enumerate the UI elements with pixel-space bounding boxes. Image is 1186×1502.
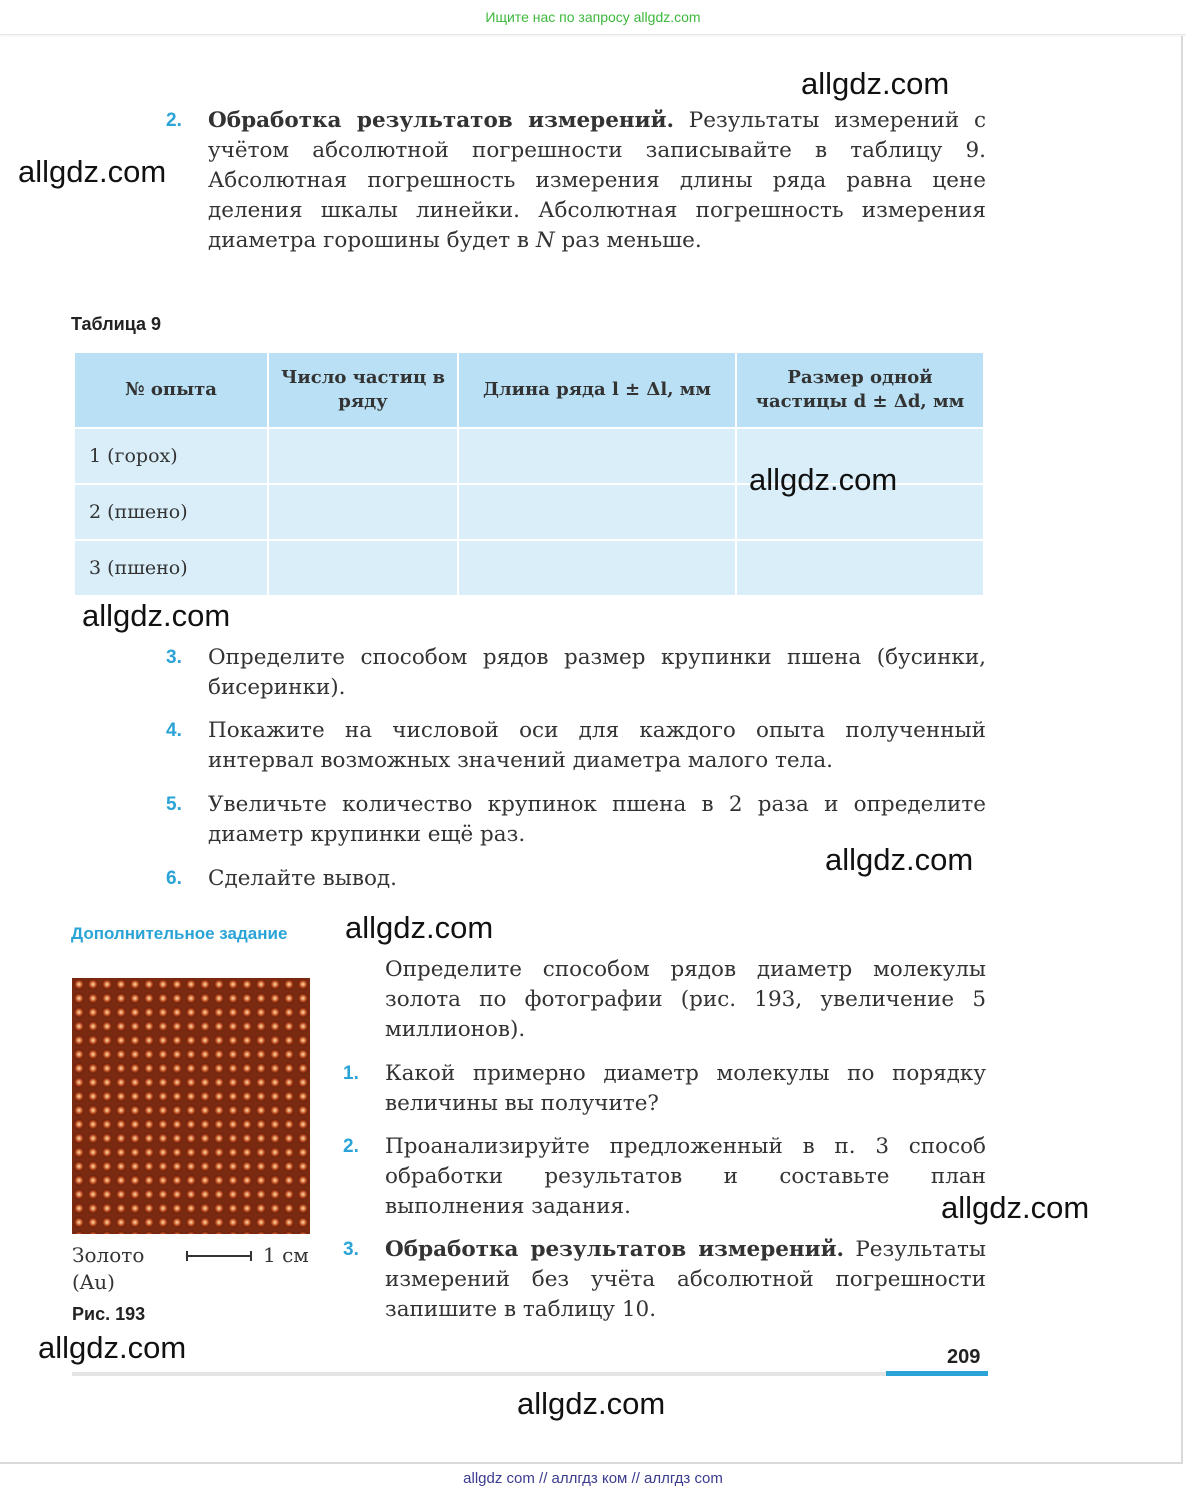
footer-accent-bar xyxy=(886,1371,988,1376)
watermark: allgdz.com xyxy=(517,1386,666,1421)
table-caption: Таблица 9 xyxy=(71,314,162,334)
table-cell-empty xyxy=(459,429,735,483)
table-header-cell: Длина ряда l ± Δl, мм xyxy=(459,353,735,427)
scale-bar xyxy=(186,1255,252,1257)
item-number: 2. xyxy=(166,110,182,131)
watermark: allgdz.com xyxy=(801,66,950,101)
top-banner[interactable]: Ищите нас по запросу allgdz.com xyxy=(0,0,1186,35)
item-number: 2. xyxy=(343,1136,359,1157)
watermark: allgdz.com xyxy=(941,1190,1090,1225)
watermark: allgdz.com xyxy=(18,154,167,189)
table-cell-empty xyxy=(269,485,457,539)
item-text: Определите способом рядов размер крупинки пшена (бусинки, бисеринки). xyxy=(208,645,986,700)
table-cell: 2 (пшено) xyxy=(75,485,267,539)
table-cell: 3 (пшено) xyxy=(75,541,267,595)
figure-label: Рис. 193 xyxy=(72,1304,146,1324)
item-text: Покажите на числовой оси для каждого опыта полученный интервал возможных значений диаметра малого тела. xyxy=(208,718,986,773)
item-text: Проанализируйте предложенный в п. 3 способ обработки результатов и составьте план выполнения задания. xyxy=(385,1134,986,1219)
item-tail: раз меньше. xyxy=(554,228,702,253)
table-cell-empty xyxy=(737,541,983,595)
watermark: allgdz.com xyxy=(825,842,974,877)
watermark: allgdz.com xyxy=(345,910,494,945)
item-number: 5. xyxy=(166,794,182,815)
figure-caption-line2: (Au) xyxy=(72,1270,115,1294)
table-cell-empty xyxy=(269,429,457,483)
additional-task-label: Дополнительное задание xyxy=(71,924,288,943)
gold-molecules-photo xyxy=(72,978,310,1234)
item-number: 3. xyxy=(343,1239,359,1260)
table-cell-empty xyxy=(459,485,735,539)
item-text: Определите способом рядов диаметр молекулы золота по фотографии (рис. 193, увеличение 5 миллионов). xyxy=(385,957,986,1042)
scale-label: 1 см xyxy=(263,1243,309,1267)
table-header-cell: Размер одной частицы d ± Δd, мм xyxy=(737,353,983,427)
item-text xyxy=(208,106,986,256)
item-text: Какой примерно диаметр молекулы по порядку величины вы получите? xyxy=(385,1061,986,1116)
watermark: allgdz.com xyxy=(82,598,231,633)
item-body: Результаты измерений с учётом абсолютной погрешности записывайте в таблицу 9. Абсолютная погрешность измерения длины ряда равна цене деления шкалы линейки. Абсолютная погрешность измерения диаметра горошины будет в xyxy=(208,108,986,253)
item-body: Результаты измерений без учёта абсолютной погрешности запишите в таблицу 10. xyxy=(385,1237,986,1322)
table-cell-empty xyxy=(269,541,457,595)
page-number: 209 xyxy=(947,1346,981,1368)
item-text: Увеличьте количество крупинок пшена в 2 раза и определите диаметр крупинки ещё раз. xyxy=(208,792,986,847)
table-cell: 1 (горох) xyxy=(75,429,267,483)
item-number: 6. xyxy=(166,868,182,889)
table-header-cell: Число частиц в ряду xyxy=(269,353,457,427)
item-number: 4. xyxy=(166,720,182,741)
watermark: allgdz.com xyxy=(749,462,898,497)
bottom-links[interactable]: allgdz com // аллгдз ком // аллгдз com xyxy=(463,1470,723,1487)
item-text xyxy=(385,1235,986,1325)
footer-rule xyxy=(72,1372,988,1376)
table-header-cell: № опыта xyxy=(75,353,267,427)
watermark: allgdz.com xyxy=(38,1330,187,1365)
item-text: Сделайте вывод. xyxy=(208,866,398,891)
table-row xyxy=(75,541,983,595)
item-number: 1. xyxy=(343,1063,359,1084)
item-bold-lead: Обработка результатов измерений. xyxy=(385,1237,845,1262)
figure-caption-line1: Золото xyxy=(72,1243,145,1267)
item-number: 3. xyxy=(166,647,182,668)
item-variable: N xyxy=(535,228,555,253)
item-bold-lead: Обработка результатов измерений. xyxy=(208,108,674,133)
table-cell-empty xyxy=(459,541,735,595)
